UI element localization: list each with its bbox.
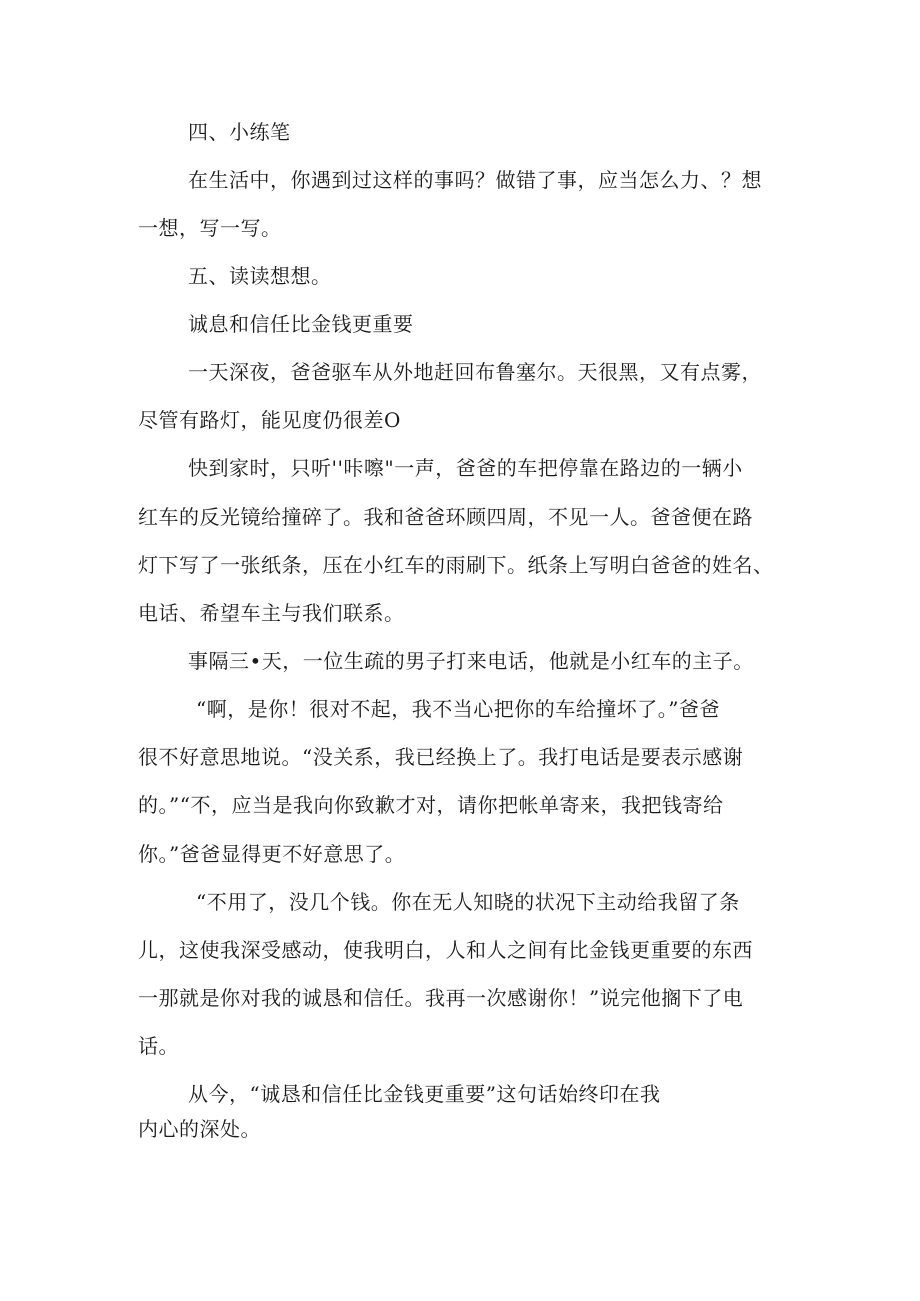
paragraph-line: 灯下写了一张纸条，压在小红车的雨刷下。纸条上写明白爸爸的姓名、 xyxy=(138,553,774,577)
story-title: 诚息和信任比金钱更重要 xyxy=(188,312,414,336)
section-heading-practice: 四、小练笔 xyxy=(188,120,291,144)
paragraph-line: 一想，写一写。 xyxy=(138,216,282,240)
paragraph-line: 快到家时，只听''咔嚓"一声，爸爸的车把停靠在路边的一辆小 xyxy=(188,456,743,480)
paragraph-line: 的。”“不，应当是我向你致歉才对，请你把帐单寄来，我把钱寄给 xyxy=(138,793,724,817)
paragraph-line: 事隔三•天，一位生疏的男子打来电话，他就是小红车的主子。 xyxy=(188,649,754,673)
section-heading-reading: 五、读读想想。 xyxy=(188,264,332,288)
paragraph-line: 电话、希望车主与我们联系。 xyxy=(138,601,405,625)
paragraph-line: 你。”爸爸显得更不好意思了。 xyxy=(138,842,406,866)
paragraph-line: 从今，“诚恳和信任比金钱更重要”这句话始终印在我 xyxy=(188,1082,661,1106)
paragraph-line: 红车的反光镜给撞碎了。我和爸爸环顾四周，不见一人。爸爸便在路 xyxy=(138,505,753,529)
paragraph-line: 话。 xyxy=(138,1034,179,1058)
paragraph-line: 一天深夜，爸爸驱车从外地赶回布鲁塞尔。天很黑，又有点雾， xyxy=(188,360,762,384)
paragraph-line: “啊，是你！很对不起，我不当心把你的车给撞坏了。”爸爸 xyxy=(196,697,720,721)
paragraph-line: 儿，这使我深受感动，使我明白，人和人之间有比金钱更重要的东西 xyxy=(138,938,753,962)
paragraph-line: 尽管有路灯，能见度仍很差O xyxy=(138,408,401,432)
paragraph-line: 在生活中，你遇到过这样的事吗？做错了事，应当怎么力、？想 xyxy=(188,168,762,192)
paragraph-line: 很不好意思地说。“没关系，我已经换上了。我打电话是要表示感谢 xyxy=(138,745,744,769)
paragraph-line: 内心的深处。 xyxy=(138,1117,261,1141)
paragraph-line: 一那就是你对我的诚恳和信任。我再一次感谢你！”说完他搁下了电 xyxy=(138,986,744,1010)
paragraph-line: “不用了，没几个钱。你在无人知晓的状况下主动给我留了条 xyxy=(196,890,740,914)
